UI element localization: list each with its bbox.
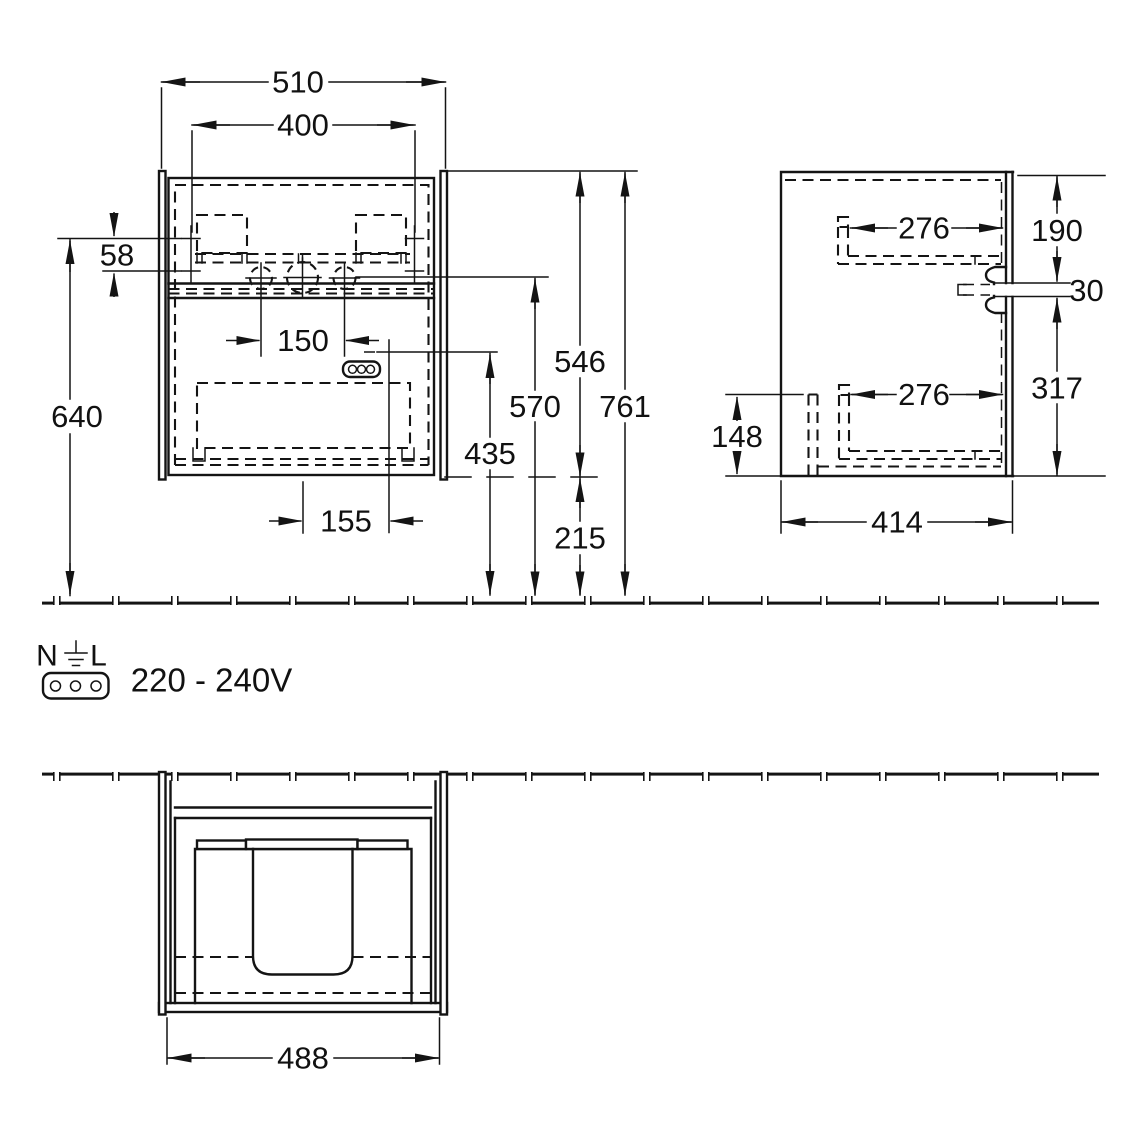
dim-plan-width-488: 488 — [277, 1040, 329, 1076]
socket-pin — [358, 365, 366, 373]
dim-side-gap-190: 190 — [1031, 212, 1083, 248]
plan-side-panels — [171, 782, 436, 1004]
plan-basin-outline — [195, 849, 412, 1003]
reference-lines — [58, 171, 637, 277]
dim-side-depth-414: 414 — [871, 504, 923, 540]
socket-symbol — [43, 673, 109, 699]
back-panel — [1006, 172, 1013, 476]
plan-basin-tab-left — [197, 841, 246, 850]
plan-right-side — [441, 772, 448, 1015]
basin-rail — [169, 284, 435, 299]
hanger-slot-lines — [994, 283, 1070, 297]
hanger-bolt-hidden — [963, 285, 990, 296]
plan-back-rail — [175, 808, 431, 819]
dim-side-depth-276-top: 276 — [898, 210, 950, 246]
floor-hatch-upper — [42, 596, 1099, 605]
plan-basin-bowl — [253, 849, 353, 975]
right-bracket-hidden — [356, 215, 406, 253]
socket-pin — [51, 681, 61, 691]
drawer-hidden — [197, 383, 410, 448]
dim-front-tap-spacing: 150 — [277, 322, 329, 358]
dim-front-total-height: 761 — [599, 388, 651, 424]
neutral-label: N — [36, 639, 58, 673]
wall-hanger-bracket — [986, 267, 1006, 313]
dim-front-fixing-width: 400 — [277, 107, 329, 143]
upper-bracket-foot — [838, 217, 848, 227]
socket-pin — [349, 365, 357, 373]
basin-rail-hidden — [169, 289, 435, 294]
plan-left-side — [159, 772, 166, 1015]
right-door-edge — [441, 171, 448, 480]
plan-view — [159, 772, 447, 1075]
hanger-bolt-cap — [958, 285, 966, 296]
dim-side-height-148: 148 — [711, 418, 763, 454]
plan-basin-tab-right — [358, 841, 408, 850]
socket-pin — [91, 681, 101, 691]
dim-front-overall-width: 510 — [272, 64, 324, 100]
front-leg-hidden — [809, 395, 818, 476]
dim-front-socket-offset: 155 — [320, 503, 372, 539]
dim-front-height-435: 435 — [464, 435, 516, 471]
dim-side-depth-276-bottom: 276 — [898, 376, 950, 412]
front-view — [51, 64, 651, 595]
left-bracket-hidden — [197, 215, 247, 253]
socket-pin — [71, 681, 81, 691]
dim-front-cabinet-height: 546 — [554, 343, 606, 379]
side-outline — [781, 172, 1013, 476]
dim-side-span-317: 317 — [1031, 370, 1083, 406]
dim-front-height-640: 640 — [51, 398, 103, 434]
voltage-label: 220 - 240V — [130, 661, 293, 699]
side-view — [711, 172, 1105, 539]
earth-icon-bars — [65, 653, 87, 666]
dim-front-bracket-offset: 58 — [99, 237, 135, 273]
plan-basin-tab-center — [246, 840, 358, 850]
lower-bracket-foot — [839, 385, 849, 395]
electrical-info — [36, 640, 292, 699]
left-door-edge — [159, 171, 166, 480]
dim-side-rail-30: 30 — [1069, 272, 1104, 308]
dim-front-clearance-below: 215 — [554, 520, 606, 556]
plan-front-edge — [159, 1003, 447, 1012]
line-label: L — [90, 639, 107, 673]
wall-hatch-plan — [42, 772, 1099, 781]
socket-pin — [367, 365, 375, 373]
dim-front-height-570: 570 — [509, 388, 561, 424]
